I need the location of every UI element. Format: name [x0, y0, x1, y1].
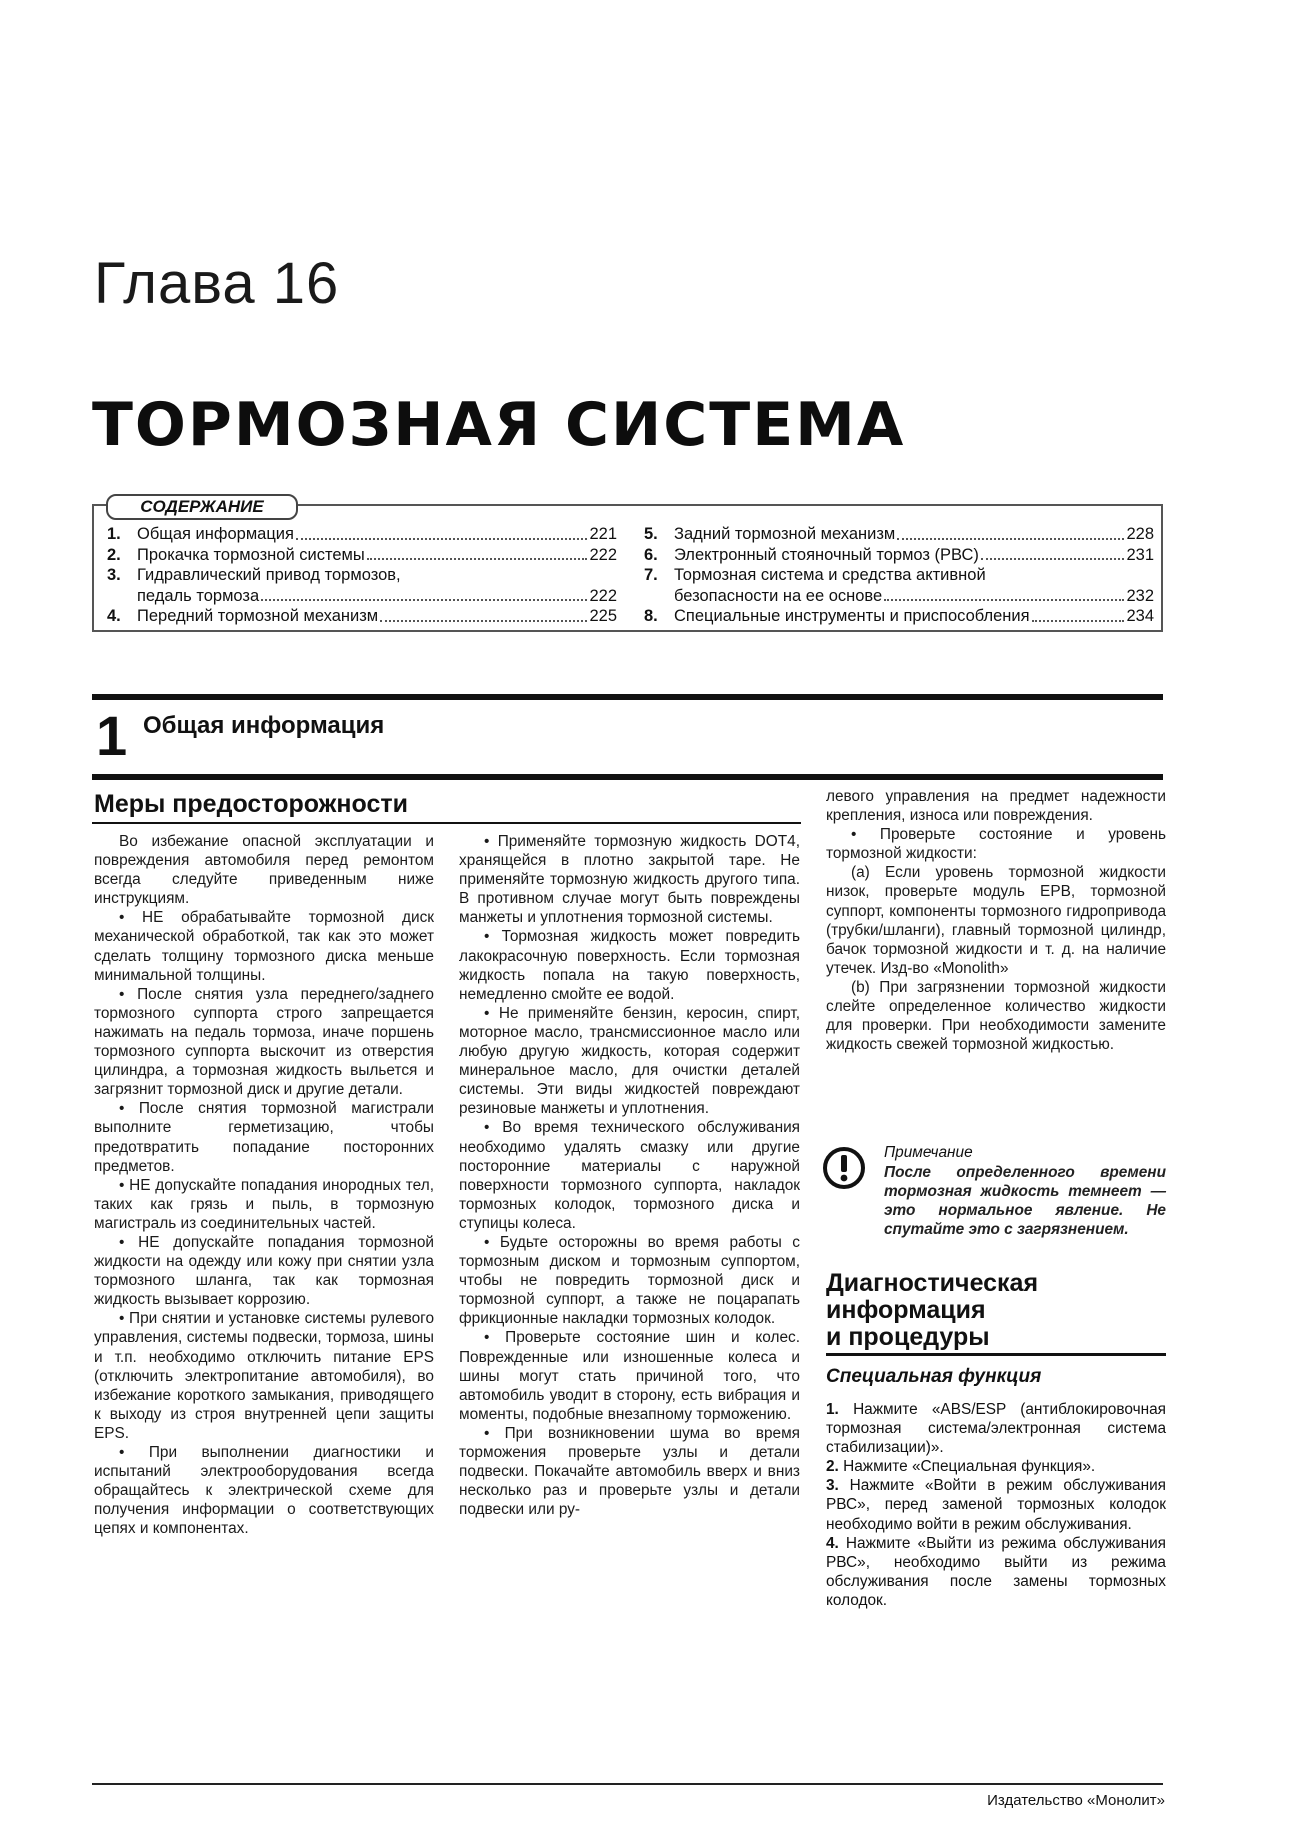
toc-entry-title: Задний тормозной механизм: [674, 525, 896, 543]
paragraph: • Проверьте состояние и уровень тормозной жидкости:: [826, 826, 1166, 863]
toc-entry-title-cont: педаль тормоза: [137, 586, 260, 605]
toc-entry-page: 221: [589, 525, 617, 543]
paragraph: (a) Если уровень тормозной жидкости низок, проверьте модуль ЕРВ, тормозной суппорт, компоненты тормозного гидропривода (трубки/шланги), главный тормозной цилиндр, бачок тормозной жидкости и т. д. на наличие утечек. Изд-во «Monolith»: [826, 864, 1166, 977]
paragraph: • Проверьте состояние шин и колес. Поврежденные или изношенные колеса и шины могут стать причиной того, что автомобиль уводит в сторону, есть вибрация и моменты, подобные внезапному торможению.: [459, 1329, 800, 1423]
contents-left-column: [107, 524, 617, 627]
paragraph: • Во время технического обслуживания необходимо удалять смазку или другие посторонние материалы с наружной поверхности тормозного суппорта, накладок тормозных колодок, тормозного диска и ступицы колеса.: [459, 1119, 800, 1232]
paragraph: • НЕ допускайте попадания инородных тел, таких как грязь и пыль, в тормозную магистраль из соединительных частей.: [94, 1176, 434, 1232]
toc-entry-title: Специальные инструменты и приспособления: [674, 607, 1030, 625]
toc-entry-page: 222: [589, 545, 617, 564]
note-label: Примечание: [884, 1144, 973, 1161]
toc-entry-page: 228: [1126, 525, 1154, 543]
chapter-title: ТОРМОЗНАЯ СИСТЕМА: [92, 390, 906, 460]
paragraph: • После снятия тормозной магистрали выполните герметизацию, чтобы предотвратить попадание посторонних предметов.: [94, 1100, 434, 1175]
toc-entry[interactable]: [107, 606, 617, 627]
section-bottom-rule: [92, 774, 1163, 780]
list-item: [826, 1400, 1166, 1457]
step-number: 2.: [826, 1458, 839, 1476]
toc-entry-title-cont: безопасности на ее основе: [674, 586, 883, 605]
toc-entry[interactable]: [644, 565, 1154, 606]
toc-entry-number: 5.: [644, 525, 658, 543]
diagnostics-heading-line: и процедуры: [826, 1323, 990, 1351]
list-item: [826, 1476, 1166, 1533]
contents-right-column: [644, 524, 1154, 627]
toc-entry-number: 1.: [107, 525, 121, 543]
toc-entry-page: 225: [589, 607, 617, 625]
step-number: 1.: [826, 1401, 839, 1418]
toc-entry[interactable]: [107, 565, 617, 606]
toc-entry-number: 4.: [107, 607, 121, 625]
steps-list: [826, 1400, 1166, 1610]
step-number: 3.: [826, 1477, 839, 1495]
text-column-3: [826, 787, 1166, 1054]
toc-entry-title: Общая информация: [137, 525, 294, 543]
step-text: Нажмите «ABS/ESP (антиблокировочная тормозная система/электронная система стабилизации)».: [826, 1401, 1166, 1457]
paragraph: • После снятия узла переднего/заднего тормозного суппорта строго запрещается нажимать на педаль тормоза, иначе поршень тормозного суппорта выскочит из отверстия цилиндра, а тормозная жидкость выльется и загрязнит тормозной диск и другие детали.: [94, 985, 434, 1099]
toc-entry-title: Электронный стояночный тормоз (РВС): [674, 545, 979, 564]
step-text: Нажмите «Специальная функция».: [843, 1458, 1096, 1476]
list-item: [826, 1534, 1166, 1610]
section-number: 1: [96, 704, 128, 767]
paragraph: • НЕ допускайте попадания тормозной жидкости на одежду или кожу при снятии узла тормозного шланга, так как тормозная жидкость вызывает коррозию.: [94, 1233, 434, 1309]
special-function-heading: Специальная функция: [826, 1366, 1042, 1387]
diagnostics-heading: [826, 1270, 1166, 1351]
paragraph: • При выполнении диагностики и испытаний электрооборудования всегда обращайтесь к электрической схеме для получения информации о соответствующих цепях и компонентах.: [94, 1444, 434, 1538]
toc-entry-number: 8.: [644, 607, 658, 625]
step-text: Нажмите «Войти в режим обслуживания РВС», перед заменой тормозных колодок необходимо войти в режим обслуживания.: [826, 1477, 1166, 1533]
paragraph-continuation: левого управления на предмет надежности крепления, износа или повреждения.: [826, 788, 1166, 825]
paragraph: • Будьте осторожны во время работы с тормозным диском и тормозным суппортом, чтобы не повредить тормозной диск и тормозной суппорт, а также не поцарапать фрикционные накладки тормозных колодок.: [459, 1233, 800, 1328]
toc-entry[interactable]: [107, 524, 617, 545]
paragraph: Во избежание опасной эксплуатации и повреждения автомобиля перед ремонтом всегда следуйте приведенным ниже инструкциям.: [94, 833, 434, 908]
toc-entry-number: 2.: [107, 545, 121, 564]
diagnostics-heading-line: информация: [826, 1296, 986, 1324]
toc-entry-title: Прокачка тормозной системы: [137, 545, 365, 564]
paragraph: • При снятии и установке системы рулевого управления, системы подвески, тормоза, шины и т.п. необходимо отключить питание EPS (отключить электропитание автомобиля), во избежание короткого замыкания, приводящего к выходу из строя внутренней цепи защиты EPS.: [94, 1310, 434, 1442]
toc-entry-page: 231: [1126, 545, 1154, 564]
exclamation-icon: [822, 1146, 866, 1190]
toc-entry[interactable]: [644, 524, 1154, 545]
toc-entry-number: 3.: [107, 566, 121, 584]
publisher-footer: Издательство «Монолит»: [987, 1792, 1165, 1809]
toc-entry-title: Гидравлический привод тормозов,: [137, 566, 401, 584]
toc-entry[interactable]: [644, 545, 1154, 566]
toc-entry-number: 7.: [644, 566, 658, 584]
paragraph: • Тормозная жидкость может повредить лакокрасочную поверхность. Если тормозная жидкость попала на такую поверхность, немедленно смойте ее водой.: [459, 928, 800, 1003]
paragraph: (b) При загрязнении тормозной жидкости слейте определенное количество жидкости для проверки. При необходимости замените жидкость свежей тормозной жидкостью.: [826, 978, 1166, 1054]
toc-entry-page: 222: [589, 586, 617, 605]
text-column-1: [94, 832, 434, 1538]
list-item: [826, 1457, 1166, 1476]
paragraph: • Применяйте тормозную жидкость DOT4, хранящейся в плотно закрытой таре. Не применяйте тормозную жидкость другого типа. В противном случае могут быть повреждены манжеты и уплотнения тормозной системы.: [459, 833, 800, 927]
note-text: После определенного времени тормозная жидкость темнеет — это нормальное явление. Не спутайте это с загрязнением.: [884, 1164, 1166, 1239]
toc-entry-number: 6.: [644, 545, 658, 564]
toc-entry-title: Передний тормозной механизм: [137, 607, 379, 625]
text-column-2: [459, 832, 800, 1519]
toc-entry[interactable]: [107, 545, 617, 566]
toc-entry-title: Тормозная система и средства активной: [674, 566, 986, 584]
step-number: 4.: [826, 1534, 839, 1552]
precautions-heading: Меры предосторожности: [94, 790, 408, 818]
footer-rule: [92, 1783, 1163, 1785]
toc-entry[interactable]: [644, 606, 1154, 627]
toc-entry-page: 234: [1126, 607, 1154, 625]
paragraph: • При возникновении шума во время торможения проверьте узлы и детали подвески. Покачайте автомобиль вверх и вниз несколько раз и проверьте узлы и детали подвески или ру-: [459, 1424, 800, 1519]
section-title: Общая информация: [143, 712, 385, 739]
paragraph: • Не применяйте бензин, керосин, спирт, моторное масло, трансмиссионное масло или любую другую жидкость, которая содержит минеральное масло, для очистки деталей системы. Эти виды жидкостей повреждают резиновые манжеты и уплотнения.: [459, 1004, 800, 1118]
section-top-rule: [92, 694, 1163, 700]
diagnostics-rule: [826, 1353, 1166, 1356]
contents-heading: СОДЕРЖАНИЕ: [106, 494, 298, 520]
precautions-rule: [92, 822, 801, 824]
diagnostics-heading-line: Диагностическая: [826, 1269, 1039, 1297]
chapter-label: Глава 16: [94, 251, 340, 316]
toc-entry-page: 232: [1126, 586, 1154, 605]
step-text: Нажмите «Выйти из режима обслуживания РВС», необходимо выйти из режима обслуживания после замены тормозных колодок.: [826, 1534, 1166, 1609]
paragraph: • НЕ обрабатывайте тормозной диск механической обработкой, так как это может сделать толщину тормозного диска меньше минимальной толщины.: [94, 909, 434, 984]
